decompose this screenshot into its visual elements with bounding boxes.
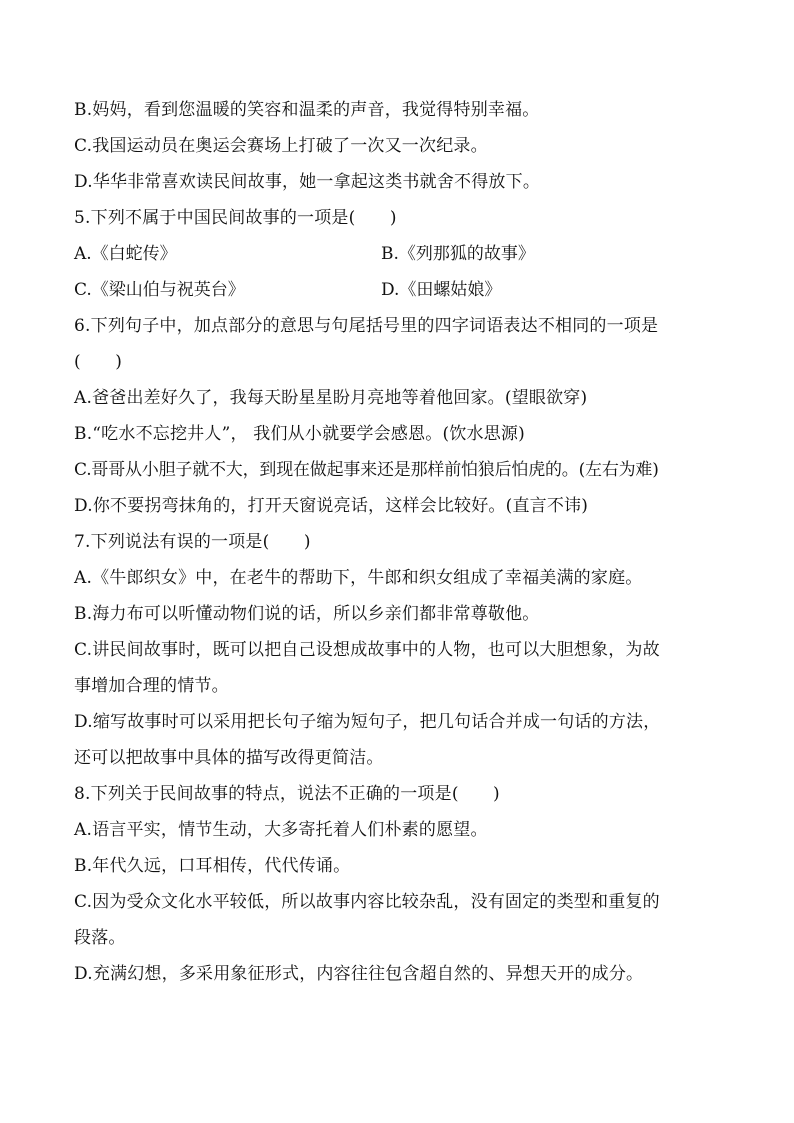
q7-stem: 7.下列说法有误的一项是( ) [74, 532, 311, 552]
q5-option-d: D.《田螺姑娘》 [381, 280, 502, 300]
q8-stem: 8.下列关于民间故事的特点，说法不正确的一项是( ) [74, 784, 500, 804]
q6-option-a: A.爸爸出差好久了，我每天盼星星盼月亮地等着他回家。(望眼欲穿) [74, 388, 588, 408]
q7-option-d-line-1: D.缩写故事时可以采用把长句子缩为短句子，把几句话合并成一句话的方法， [74, 712, 661, 732]
q8-option-b: B.年代久远，口耳相传，代代传诵。 [74, 856, 351, 876]
q7-option-d-line-2: 还可以把故事中具体的描写改得更简洁。 [74, 748, 384, 768]
q7-option-c-line-2: 事增加合理的情节。 [74, 676, 229, 696]
q6-stem-line-2: ( ) [74, 352, 123, 372]
q6-option-c: C.哥哥从小胆子就不大，到现在做起事来还是那样前怕狼后怕虎的。(左右为难) [74, 460, 659, 480]
q7-option-b: B.海力布可以听懂动物们说的话，所以乡亲们都非常尊敬他。 [74, 604, 540, 624]
q5-option-b: B.《列那狐的故事》 [381, 244, 535, 264]
q4-option-c: C.我国运动员在奥运会赛场上打破了一次又一次纪录。 [74, 136, 488, 156]
q5-option-a: A.《白蛇传》 [74, 244, 177, 264]
q5-option-c: C.《梁山伯与祝英台》 [74, 280, 245, 300]
q6-option-d: D.你不要拐弯抹角的，打开天窗说亮话，这样会比较好。(直言不讳) [74, 496, 589, 516]
q5-options-row-2 [74, 272, 724, 308]
q7-option-c-line-1: C.讲民间故事时，既可以把自己设想成故事中的人物，也可以大胆想象，为故 [74, 640, 660, 660]
q8-option-d: D.充满幻想，多采用象征形式，内容往往包含超自然的、异想天开的成分。 [74, 964, 644, 984]
q7-option-a: A.《牛郎织女》中，在老牛的帮助下，牛郎和织女组成了幸福美满的家庭。 [74, 568, 643, 588]
q6-stem-line-1: 6.下列句子中，加点部分的意思与句尾括号里的四字词语表达不相同的一项是 [74, 316, 659, 336]
q6-option-b: B.“吃水不忘挖井人”， 我们从小就要学会感恩。(饮水思源) [74, 424, 525, 444]
document-page [74, 92, 724, 992]
q8-option-c-line-1: C.因为受众文化水平较低，所以故事内容比较杂乱，没有固定的类型和重复的 [74, 892, 660, 912]
q4-option-b: B.妈妈，看到您温暖的笑容和温柔的声音，我觉得特别幸福。 [74, 100, 540, 120]
q5-options-row-1 [74, 236, 724, 272]
q8-option-c-line-2: 段落。 [74, 928, 126, 948]
q8-option-a: A.语言平实，情节生动，大多寄托着人们朴素的愿望。 [74, 820, 488, 840]
q4-option-d: D.华华非常喜欢读民间故事，她一拿起这类书就舍不得放下。 [74, 172, 541, 192]
q5-stem: 5.下列不属于中国民间故事的一项是( ) [74, 208, 397, 228]
